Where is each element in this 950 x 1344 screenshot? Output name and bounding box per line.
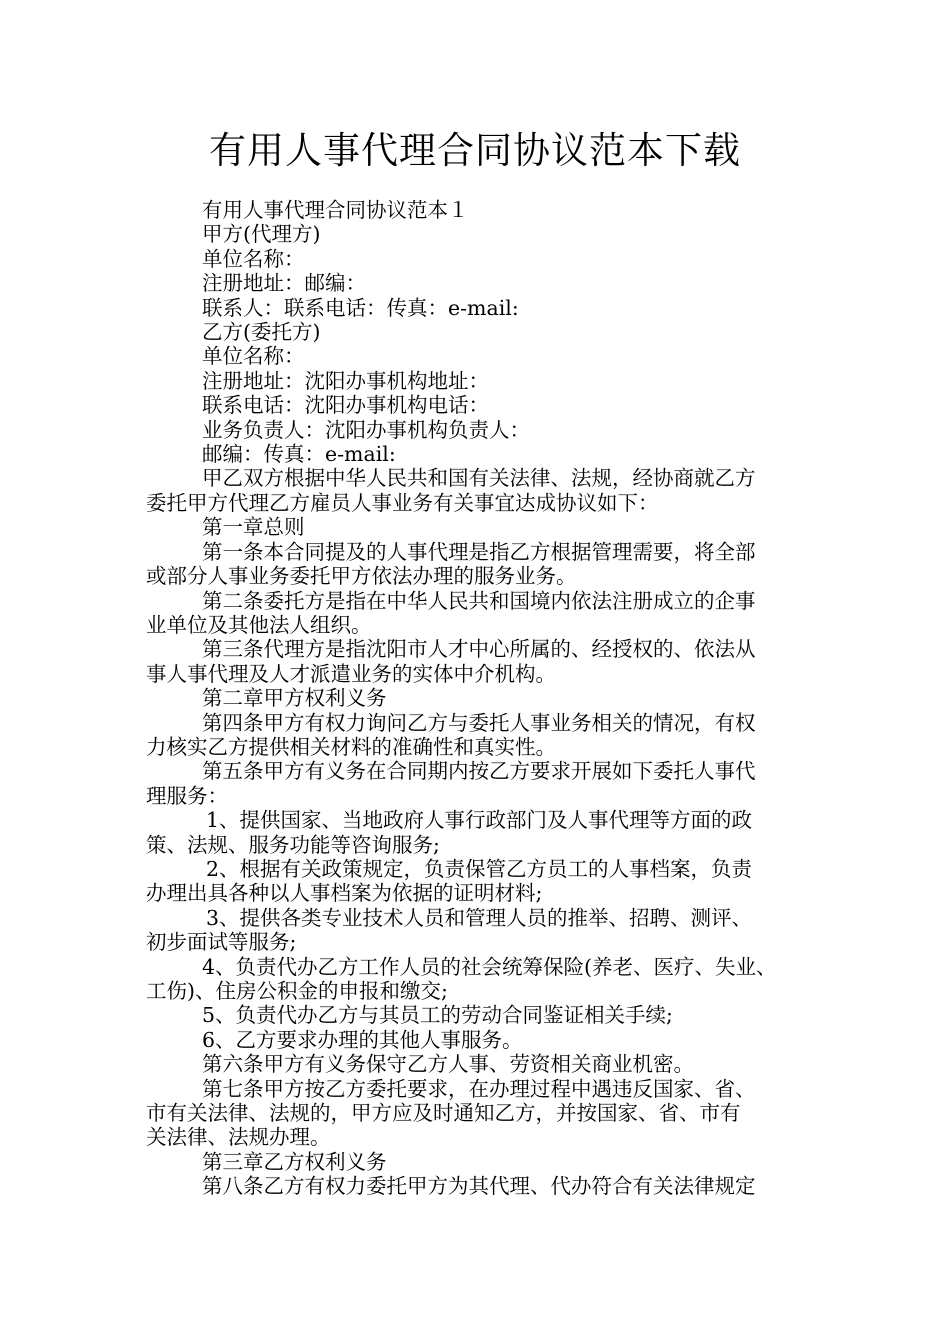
document-line: 6、乙方要求办理的其他人事服务。: [202, 1027, 523, 1052]
document-line: 第七条甲方按乙方委托要求，在办理过程中遇违反国家、省、: [202, 1076, 756, 1101]
document-line: 关法律、法规办理。: [146, 1125, 331, 1150]
document-body: [146, 198, 826, 1199]
document-line: 4、负责代办乙方工作人员的社会统筹保险(养老、医疗、失业、: [202, 954, 777, 979]
document-line: 甲乙双方根据中华人民共和国有关法律、法规，经协商就乙方: [202, 466, 756, 491]
document-line: 第六条甲方有义务保守乙方人事、劳资相关商业机密。: [202, 1052, 694, 1077]
document-line: 工伤)、住房公积金的申报和缴交;: [146, 979, 448, 1003]
document-line: 或部分人事业务委托甲方依法办理的服务业务。: [146, 564, 577, 589]
document-line: 联系电话：沈阳办事机构电话：: [202, 393, 489, 418]
document-line: 业务负责人：沈阳办事机构负责人：: [202, 417, 530, 442]
document-line: 理服务：: [146, 783, 228, 808]
document-line: 乙方(委托方): [202, 320, 321, 345]
document-line: 第三条代理方是指沈阳市人才中心所属的、经授权的、依法从: [202, 637, 756, 662]
document-line: 第二条委托方是指在中华人民共和国境内依法注册成立的企事: [202, 588, 756, 613]
document-line: 业单位及其他法人组织。: [146, 612, 372, 637]
document-line: 注册地址：沈阳办事机构地址：: [202, 368, 489, 393]
document-line: 1、提供国家、当地政府人事行政部门及人事代理等方面的政: [206, 808, 753, 833]
document-line: 第五条甲方有义务在合同期内按乙方要求开展如下委托人事代: [202, 759, 756, 784]
document-line: 第八条乙方有权力委托甲方为其代理、代办符合有关法律规定: [202, 1174, 756, 1199]
document-line: 邮编：传真：e-mail:: [202, 442, 396, 467]
document-line: 5、负责代办乙方与其员工的劳动合同鉴证相关手续;: [202, 1003, 673, 1028]
document-line: 甲方(代理方): [202, 222, 321, 247]
document-line: 有用人事代理合同协议范本１: [202, 198, 469, 222]
document-line: 联系人：联系电话：传真：e-mail:: [202, 295, 519, 320]
document-line: 市有关法律、法规的，甲方应及时通知乙方，并按国家、省、市有: [146, 1101, 741, 1126]
document-line: 第二章甲方权利义务: [202, 686, 387, 711]
document-line: 策、法规、服务功能等咨询服务;: [146, 832, 440, 857]
document-line: 单位名称：: [202, 344, 305, 369]
document-line: 2、根据有关政策规定，负责保管乙方员工的人事档案，负责: [206, 856, 753, 881]
document-line: 第三章乙方权利义务: [202, 1149, 387, 1174]
document-line: 办理出具各种以人事档案为依据的证明材料;: [146, 881, 543, 906]
document-line: 事人事代理及人才派遣业务的实体中介机构。: [146, 661, 556, 686]
document-line: 力核实乙方提供相关材料的准确性和真实性。: [146, 734, 556, 759]
document-line: 注册地址：邮编：: [202, 271, 366, 296]
document-line: 3、提供各类专业技术人员和管理人员的推举、招聘、测评、: [206, 905, 753, 930]
document-line: 第一条本合同提及的人事代理是指乙方根据管理需要，将全部: [202, 539, 756, 564]
document-line: 委托甲方代理乙方雇员人事业务有关事宜达成协议如下：: [146, 490, 659, 515]
document-line: 第一章总则: [202, 515, 305, 540]
document-line: 单位名称：: [202, 246, 305, 271]
document-title: 有用人事代理合同协议范本下载: [209, 129, 741, 172]
document-line: 第四条甲方有权力询问乙方与委托人事业务相关的情况，有权: [202, 710, 756, 735]
document-line: 初步面试等服务;: [146, 930, 297, 955]
